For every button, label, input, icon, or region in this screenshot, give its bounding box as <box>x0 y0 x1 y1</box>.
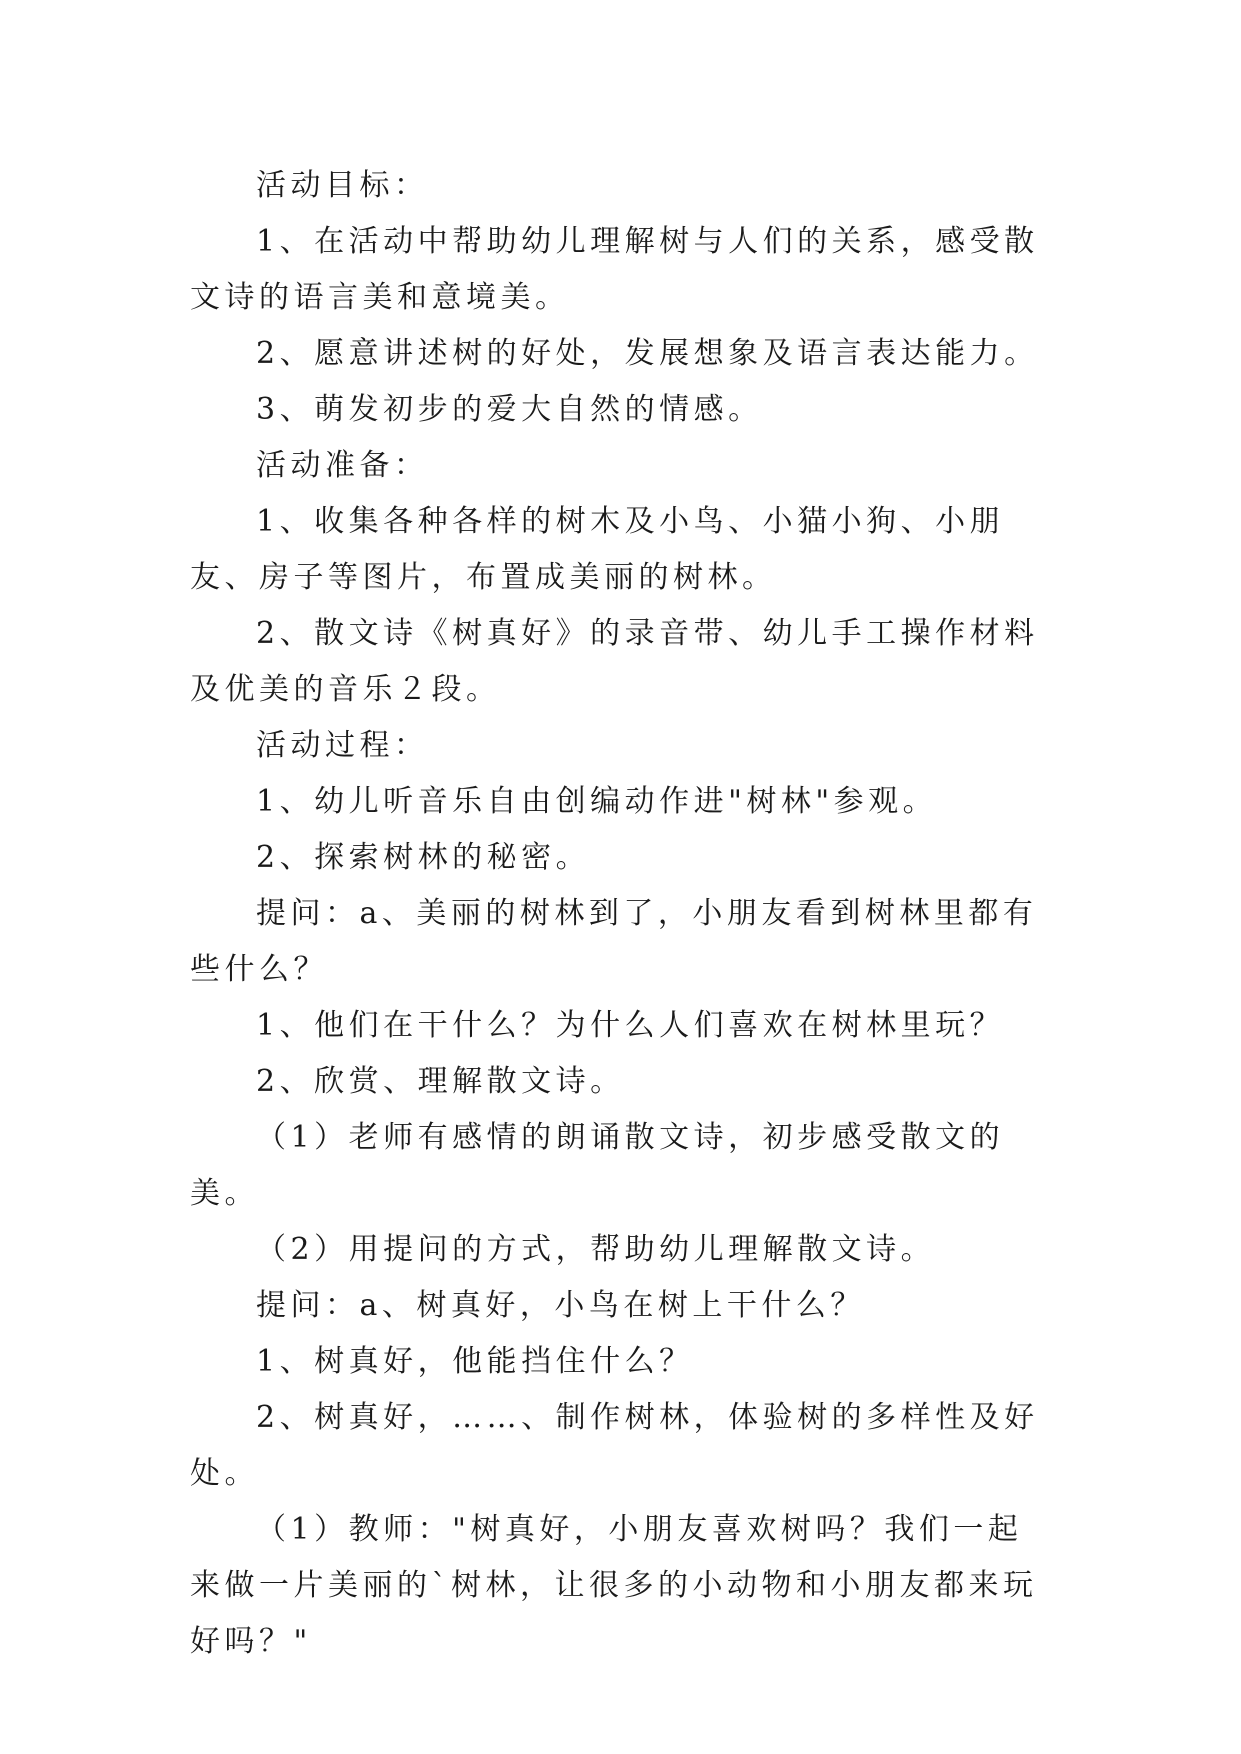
heading-activity-preparation: 活动准备： <box>256 448 429 483</box>
teacher-dialogue: （1）教师："树真好，小朋友喜欢树吗？我们一起来做一片美丽的`树林，让很多的小动物和小朋友都来玩好吗？" <box>190 1512 1038 1659</box>
question-item-1: 1、他们在干什么？为什么人们喜欢在树林里玩？ <box>256 1008 1005 1043</box>
preparation-item-1: 1、收集各种各样的树木及小鸟、小猫小狗、小朋友、房子等图片，布置成美丽的树林。 <box>190 504 1005 595</box>
heading-activity-goals: 活动目标： <box>256 168 429 203</box>
process-step-1: 1、幼儿听音乐自由创编动作进"树林"参观。 <box>256 784 938 819</box>
sub-step-1: （1）老师有感情的朗诵散文诗，初步感受散文的美。 <box>190 1120 1005 1211</box>
question-item-2: 2、欣赏、理解散文诗。 <box>256 1064 625 1099</box>
question-a-bird: 提问：a、树真好，小鸟在树上干什么？ <box>256 1288 865 1323</box>
goal-item-1: 1、在活动中帮助幼儿理解树与人们的关系，感受散文诗的语言美和意境美。 <box>190 224 1039 315</box>
goal-item-3: 3、萌发初步的爱大自然的情感。 <box>256 392 763 427</box>
tree-item-2: 2、树真好，……、制作树林，体验树的多样性及好处。 <box>190 1400 1039 1491</box>
goal-item-2: 2、愿意讲述树的好处，发展想象及语言表达能力。 <box>256 336 1039 371</box>
heading-activity-process: 活动过程： <box>256 728 429 763</box>
sub-step-2: （2）用提问的方式，帮助幼儿理解散文诗。 <box>256 1232 936 1267</box>
preparation-item-2: 2、散文诗《树真好》的录音带、幼儿手工操作材料及优美的音乐２段。 <box>190 616 1039 707</box>
document-body <box>190 158 1050 1670</box>
process-step-2: 2、探索树林的秘密。 <box>256 840 591 875</box>
tree-item-1: 1、树真好，他能挡住什么？ <box>256 1344 694 1379</box>
question-a-forest: 提问：a、美丽的树林到了，小朋友看到树林里都有些什么？ <box>190 896 1038 987</box>
